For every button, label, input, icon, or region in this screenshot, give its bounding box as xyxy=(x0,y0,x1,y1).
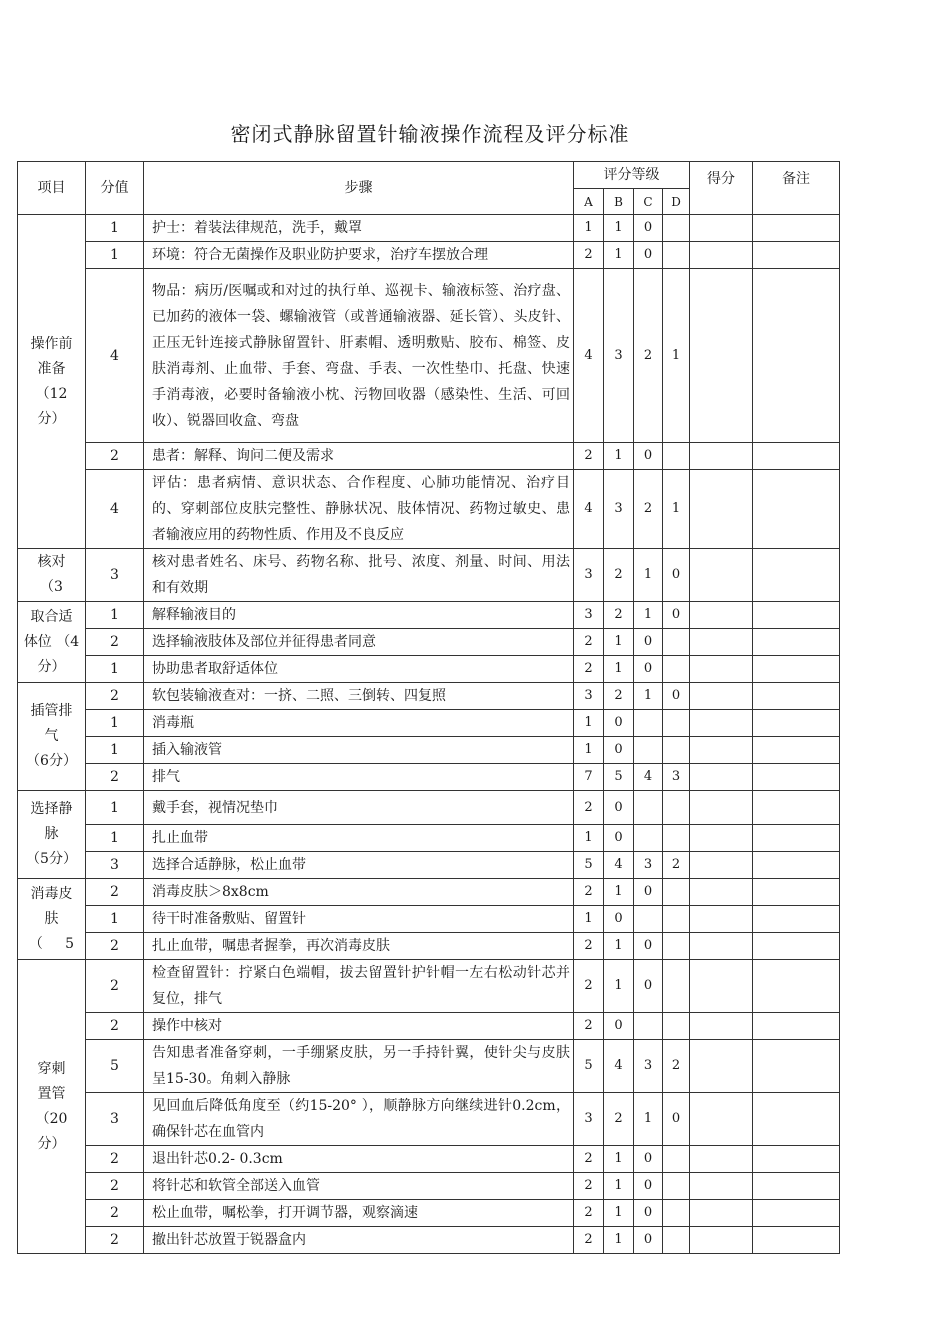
grade-cell-c: 0 xyxy=(634,960,663,1013)
category-cell xyxy=(18,683,86,791)
table-row xyxy=(18,960,840,1013)
grade-cell-a: 2 xyxy=(574,1227,604,1254)
grade-cell-b: 0 xyxy=(604,737,634,764)
remarks-cell[interactable] xyxy=(753,1093,840,1146)
score-cell: 4 xyxy=(86,269,144,443)
grade-cell-a: 2 xyxy=(574,1146,604,1173)
step-cell: 患者：解释、询问二便及需求 xyxy=(144,443,574,470)
table-row xyxy=(18,791,840,825)
obtained-score-cell[interactable] xyxy=(690,933,753,960)
grade-cell-c: 0 xyxy=(634,1146,663,1173)
grade-cell-c: 1 xyxy=(634,683,663,710)
category-label-line: （3 xyxy=(40,579,63,595)
category-label-line: （12 xyxy=(35,385,68,402)
table-row xyxy=(18,825,840,852)
grade-cell-c: 0 xyxy=(634,879,663,906)
grade-cell-b: 2 xyxy=(604,549,634,602)
grade-cell-d xyxy=(663,656,690,683)
step-cell: 消毒皮肤＞8x8cm xyxy=(144,879,574,906)
table-row xyxy=(18,215,840,242)
category-label-line: 选择静 xyxy=(30,801,73,817)
grade-cell-c xyxy=(634,1013,663,1040)
remarks-cell[interactable] xyxy=(753,242,840,269)
grade-cell-a: 3 xyxy=(574,602,604,629)
obtained-score-cell[interactable] xyxy=(690,629,753,656)
grade-cell-c: 0 xyxy=(634,1227,663,1254)
grade-cell-c: 3 xyxy=(634,1040,663,1093)
table-row xyxy=(18,879,840,906)
category-label-line: （5分） xyxy=(26,851,77,867)
obtained-score-cell[interactable] xyxy=(690,1173,753,1200)
grade-cell-b: 1 xyxy=(604,1173,634,1200)
score-cell: 2 xyxy=(86,1173,144,1200)
obtained-score-cell[interactable] xyxy=(690,1013,753,1040)
remarks-cell[interactable] xyxy=(753,960,840,1013)
remarks-cell[interactable] xyxy=(753,1146,840,1173)
grade-cell-b: 4 xyxy=(604,852,634,879)
grade-cell-a: 5 xyxy=(574,1040,604,1093)
obtained-score-cell[interactable] xyxy=(690,242,753,269)
grade-cell-c: 0 xyxy=(634,242,663,269)
step-cell: 扎止血带 xyxy=(144,825,574,852)
category-cell xyxy=(18,791,86,879)
grade-cell-d xyxy=(663,879,690,906)
grade-cell-b: 3 xyxy=(604,269,634,443)
grade-cell-d: 1 xyxy=(663,269,690,443)
grade-cell-c: 0 xyxy=(634,1173,663,1200)
table-body xyxy=(18,215,840,1254)
obtained-score-cell[interactable] xyxy=(690,710,753,737)
table-row xyxy=(18,242,840,269)
score-cell: 1 xyxy=(86,791,144,825)
score-cell: 3 xyxy=(86,1093,144,1146)
score-cell: 2 xyxy=(86,443,144,470)
category-cell xyxy=(18,549,86,602)
category-label-line: 取合适 xyxy=(30,608,73,625)
table-row xyxy=(18,1200,840,1227)
grade-cell-c xyxy=(634,825,663,852)
grade-cell-d xyxy=(663,710,690,737)
grade-cell-d xyxy=(663,443,690,470)
grade-cell-a: 1 xyxy=(574,215,604,242)
grade-cell-c: 2 xyxy=(634,470,663,549)
grade-cell-c xyxy=(634,906,663,933)
grade-cell-b: 2 xyxy=(604,1093,634,1146)
remarks-cell[interactable] xyxy=(753,852,840,879)
grade-cell-c xyxy=(634,737,663,764)
score-cell: 2 xyxy=(86,879,144,906)
score-cell: 1 xyxy=(86,906,144,933)
score-cell: 1 xyxy=(86,242,144,269)
table-row xyxy=(18,443,840,470)
remarks-cell[interactable] xyxy=(753,1173,840,1200)
grade-cell-a: 3 xyxy=(574,549,604,602)
header-item: 项目 xyxy=(18,162,86,215)
grade-cell-c: 1 xyxy=(634,602,663,629)
table-row xyxy=(18,629,840,656)
step-cell: 退出针芯0.2- 0.3cm xyxy=(144,1146,574,1173)
grade-cell-a: 5 xyxy=(574,852,604,879)
grade-cell-a: 2 xyxy=(574,933,604,960)
score-cell: 2 xyxy=(86,1227,144,1254)
grade-cell-d xyxy=(663,933,690,960)
score-cell: 1 xyxy=(86,656,144,683)
step-cell: 告知患者准备穿刺，一手绷紧皮肤，另一手持针翼，使针尖与皮肤呈15-30。角刺入静脉 xyxy=(144,1040,574,1093)
step-cell: 选择输液肢体及部位并征得患者同意 xyxy=(144,629,574,656)
remarks-cell[interactable] xyxy=(753,825,840,852)
grade-cell-d xyxy=(663,1013,690,1040)
grade-cell-c: 0 xyxy=(634,629,663,656)
grade-cell-d xyxy=(663,215,690,242)
remarks-cell[interactable] xyxy=(753,629,840,656)
grade-cell-a: 3 xyxy=(574,1093,604,1146)
remarks-cell[interactable] xyxy=(753,791,840,825)
grade-cell-b: 1 xyxy=(604,960,634,1013)
grade-cell-c: 0 xyxy=(634,215,663,242)
category-label-line: 操作前 xyxy=(30,335,73,352)
remarks-cell[interactable] xyxy=(753,1227,840,1254)
grade-cell-d xyxy=(663,242,690,269)
header-score: 分值 xyxy=(86,162,144,215)
table-row xyxy=(18,933,840,960)
grade-cell-d: 0 xyxy=(663,683,690,710)
step-cell: 检查留置针：拧紧白色端帽，拔去留置针护针帽一左右松动针芯并复位，排气 xyxy=(144,960,574,1013)
category-label-line: 准备 xyxy=(37,360,66,377)
grade-cell-b: 1 xyxy=(604,215,634,242)
obtained-score-cell[interactable] xyxy=(690,269,753,443)
grade-cell-a: 2 xyxy=(574,629,604,656)
table-row xyxy=(18,1227,840,1254)
grade-cell-a: 2 xyxy=(574,1200,604,1227)
grade-cell-b: 4 xyxy=(604,1040,634,1093)
category-label-line: （20 xyxy=(35,1110,68,1127)
obtained-score-cell[interactable] xyxy=(690,960,753,1013)
grade-cell-a: 2 xyxy=(574,242,604,269)
remarks-cell[interactable] xyxy=(753,215,840,242)
grade-cell-b: 1 xyxy=(604,1227,634,1254)
grade-cell-d xyxy=(663,1146,690,1173)
step-cell: 物品：病历/医嘱或和对过的执行单、巡视卡、输液标签、治疗盘、已加药的液体一袋、螺输液管（或普通输液器、延长管）、头皮针、正压无针连接式静脉留置针、肝素帽、透明敷贴、胶布、棉签、皮肤消毒剂、止血带、手套、弯盘、手表、一次性垫巾、托盘、快速手消毒液，必要时备输液小枕、污物回收器（感染性、生活、可回收）、锐器回收盒、弯盘 xyxy=(144,269,574,443)
obtained-score-cell[interactable] xyxy=(690,906,753,933)
score-cell: 2 xyxy=(86,960,144,1013)
header-steps: 步骤 xyxy=(144,162,574,215)
grade-cell-d xyxy=(663,960,690,1013)
table-row xyxy=(18,852,840,879)
grade-cell-a: 2 xyxy=(574,960,604,1013)
category-label-line: 脉 xyxy=(44,826,59,842)
obtained-score-cell[interactable] xyxy=(690,1040,753,1093)
category-label-line: 置管 xyxy=(37,1085,66,1102)
step-cell: 待干时准备敷贴、留置针 xyxy=(144,906,574,933)
score-cell: 2 xyxy=(86,933,144,960)
category-label-line: 分） xyxy=(37,1135,66,1152)
score-cell: 1 xyxy=(86,737,144,764)
grade-cell-b: 0 xyxy=(604,1013,634,1040)
obtained-score-cell[interactable] xyxy=(690,656,753,683)
remarks-cell[interactable] xyxy=(753,906,840,933)
remarks-cell[interactable] xyxy=(753,1200,840,1227)
step-cell: 软包装输液查对：一挤、二照、三倒转、四复照 xyxy=(144,683,574,710)
table-row xyxy=(18,470,840,549)
grade-cell-d xyxy=(663,1200,690,1227)
score-cell: 1 xyxy=(86,215,144,242)
obtained-score-cell[interactable] xyxy=(690,737,753,764)
grade-cell-b: 3 xyxy=(604,470,634,549)
step-cell: 撤出针芯放置于锐器盒内 xyxy=(144,1227,574,1254)
score-cell: 1 xyxy=(86,602,144,629)
remarks-cell[interactable] xyxy=(753,443,840,470)
header-grade-a: A xyxy=(574,189,604,215)
grade-cell-b: 2 xyxy=(604,683,634,710)
grade-cell-b: 1 xyxy=(604,933,634,960)
grade-cell-c: 0 xyxy=(634,1200,663,1227)
grade-cell-d: 0 xyxy=(663,602,690,629)
grade-cell-a: 1 xyxy=(574,710,604,737)
obtained-score-cell[interactable] xyxy=(690,215,753,242)
grade-cell-b: 5 xyxy=(604,764,634,791)
grade-cell-a: 1 xyxy=(574,825,604,852)
header-grade-level: 评分等级 xyxy=(574,162,690,189)
grade-cell-b: 1 xyxy=(604,879,634,906)
remarks-cell[interactable] xyxy=(753,549,840,602)
grade-cell-d xyxy=(663,906,690,933)
score-cell: 2 xyxy=(86,1200,144,1227)
table-row xyxy=(18,269,840,443)
step-cell: 评估：患者病情、意识状态、合作程度、心肺功能情况、治疗目的、穿刺部位皮肤完整性、静脉状况、肢体情况、药物过敏史、患者输液应用的药物性质、作用及不良反应 xyxy=(144,470,574,549)
obtained-score-cell[interactable] xyxy=(690,1146,753,1173)
remarks-cell[interactable] xyxy=(753,737,840,764)
grade-cell-d: 0 xyxy=(663,549,690,602)
grade-cell-a: 2 xyxy=(574,1173,604,1200)
step-cell: 护士：着装法律规范，洗手，戴罩 xyxy=(144,215,574,242)
grade-cell-a: 3 xyxy=(574,683,604,710)
obtained-score-cell[interactable] xyxy=(690,764,753,791)
score-cell: 1 xyxy=(86,710,144,737)
grade-cell-a: 2 xyxy=(574,656,604,683)
grade-cell-a: 4 xyxy=(574,269,604,443)
score-cell: 2 xyxy=(86,683,144,710)
table-row xyxy=(18,683,840,710)
grade-cell-d xyxy=(663,1173,690,1200)
grade-cell-b: 1 xyxy=(604,656,634,683)
grade-cell-c: 4 xyxy=(634,764,663,791)
remarks-cell[interactable] xyxy=(753,1013,840,1040)
grade-cell-d: 2 xyxy=(663,1040,690,1093)
score-cell: 2 xyxy=(86,764,144,791)
category-label-line: 核对 xyxy=(37,554,66,570)
remarks-cell[interactable] xyxy=(753,656,840,683)
grade-cell-d xyxy=(663,737,690,764)
obtained-score-cell[interactable] xyxy=(690,825,753,852)
remarks-cell[interactable] xyxy=(753,1040,840,1093)
score-cell: 2 xyxy=(86,629,144,656)
grade-cell-c: 3 xyxy=(634,852,663,879)
grade-cell-d: 1 xyxy=(663,470,690,549)
step-cell: 环境：符合无菌操作及职业防护要求，治疗车摆放合理 xyxy=(144,242,574,269)
category-label-line: 消毒皮 xyxy=(30,885,73,902)
score-cell: 5 xyxy=(86,1040,144,1093)
grade-cell-a: 1 xyxy=(574,906,604,933)
category-cell xyxy=(18,602,86,683)
score-cell: 2 xyxy=(86,1146,144,1173)
category-label-line: 分） xyxy=(37,410,66,427)
category-cell xyxy=(18,879,86,960)
category-cell xyxy=(18,215,86,549)
grade-cell-d xyxy=(663,1227,690,1254)
step-cell: 将针芯和软管全部送入血管 xyxy=(144,1173,574,1200)
step-cell: 戴手套，视情况垫巾 xyxy=(144,791,574,825)
table-row xyxy=(18,1040,840,1093)
step-cell: 松止血带，嘱松拳，打开调节器，观察滴速 xyxy=(144,1200,574,1227)
grade-cell-a: 1 xyxy=(574,737,604,764)
table-row xyxy=(18,1173,840,1200)
scoring-table xyxy=(17,161,840,1254)
grade-cell-d: 2 xyxy=(663,852,690,879)
step-cell: 操作中核对 xyxy=(144,1013,574,1040)
table-row xyxy=(18,1013,840,1040)
obtained-score-cell[interactable] xyxy=(690,683,753,710)
grade-cell-c: 2 xyxy=(634,269,663,443)
grade-cell-d: 3 xyxy=(663,764,690,791)
header-grade-c: C xyxy=(634,189,663,215)
table-row xyxy=(18,602,840,629)
category-label-line: （ 5 xyxy=(28,935,75,952)
grade-cell-b: 2 xyxy=(604,602,634,629)
remarks-cell[interactable] xyxy=(753,764,840,791)
grade-cell-d xyxy=(663,791,690,825)
grade-cell-d: 0 xyxy=(663,1093,690,1146)
score-cell: 4 xyxy=(86,470,144,549)
table-row xyxy=(18,906,840,933)
step-cell: 扎止血带，嘱患者握拳，再次消毒皮肤 xyxy=(144,933,574,960)
grade-cell-a: 2 xyxy=(574,443,604,470)
score-cell: 3 xyxy=(86,852,144,879)
grade-cell-b: 0 xyxy=(604,825,634,852)
remarks-cell[interactable] xyxy=(753,683,840,710)
score-cell: 2 xyxy=(86,1013,144,1040)
step-cell: 解释输液目的 xyxy=(144,602,574,629)
grade-cell-b: 1 xyxy=(604,443,634,470)
category-label-line: （6分） xyxy=(26,753,77,769)
step-cell: 选择合适静脉，松止血带 xyxy=(144,852,574,879)
obtained-score-cell[interactable] xyxy=(690,443,753,470)
obtained-score-cell[interactable] xyxy=(690,879,753,906)
obtained-score-cell[interactable] xyxy=(690,791,753,825)
step-cell: 核对患者姓名、床号、药物名称、批号、浓度、剂量、时间、用法和有效期 xyxy=(144,549,574,602)
obtained-score-cell[interactable] xyxy=(690,602,753,629)
table-row xyxy=(18,737,840,764)
grade-cell-b: 0 xyxy=(604,791,634,825)
remarks-cell[interactable] xyxy=(753,710,840,737)
grade-cell-d xyxy=(663,629,690,656)
category-label-line: 体位 （4 xyxy=(23,633,80,650)
obtained-score-cell[interactable] xyxy=(690,549,753,602)
table-row xyxy=(18,710,840,737)
remarks-cell[interactable] xyxy=(753,269,840,443)
grade-cell-c: 0 xyxy=(634,443,663,470)
step-cell: 协助患者取舒适体位 xyxy=(144,656,574,683)
grade-cell-a: 2 xyxy=(574,879,604,906)
table-row xyxy=(18,1146,840,1173)
remarks-cell[interactable] xyxy=(753,933,840,960)
obtained-score-cell[interactable] xyxy=(690,1200,753,1227)
category-label-line: 肤 xyxy=(44,910,59,927)
header-grade-d: D xyxy=(663,189,690,215)
page-title: 密闭式静脉留置针输液操作流程及评分标准 xyxy=(230,122,630,146)
header-grade-b: B xyxy=(604,189,634,215)
step-cell: 消毒瓶 xyxy=(144,710,574,737)
score-cell: 3 xyxy=(86,549,144,602)
remarks-cell[interactable] xyxy=(753,879,840,906)
obtained-score-cell[interactable] xyxy=(690,1227,753,1254)
grade-cell-b: 1 xyxy=(604,242,634,269)
step-cell: 插入输液管 xyxy=(144,737,574,764)
grade-cell-c xyxy=(634,710,663,737)
grade-cell-a: 7 xyxy=(574,764,604,791)
step-cell: 见回血后降低角度至（约15-20° ），顺静脉方向继续进针0.2cm，确保针芯在血管内 xyxy=(144,1093,574,1146)
grade-cell-c xyxy=(634,791,663,825)
header-remarks: 备注 xyxy=(753,162,840,215)
grade-cell-c: 0 xyxy=(634,656,663,683)
grade-cell-a: 4 xyxy=(574,470,604,549)
grade-cell-d xyxy=(663,825,690,852)
grade-cell-c: 1 xyxy=(634,549,663,602)
obtained-score-cell[interactable] xyxy=(690,852,753,879)
step-cell: 排气 xyxy=(144,764,574,791)
score-cell: 1 xyxy=(86,825,144,852)
category-label-line: 气 xyxy=(44,728,59,744)
table-row xyxy=(18,656,840,683)
grade-cell-c: 0 xyxy=(634,933,663,960)
table-row xyxy=(18,549,840,602)
obtained-score-cell[interactable] xyxy=(690,470,753,549)
table-row xyxy=(18,1093,840,1146)
category-label-line: 分） xyxy=(37,658,66,675)
grade-cell-a: 2 xyxy=(574,791,604,825)
category-label-line: 插管排 xyxy=(30,703,73,719)
table-row xyxy=(18,764,840,791)
grade-cell-b: 1 xyxy=(604,1146,634,1173)
grade-cell-a: 2 xyxy=(574,1013,604,1040)
category-cell xyxy=(18,960,86,1254)
grade-cell-b: 1 xyxy=(604,629,634,656)
remarks-cell[interactable] xyxy=(753,602,840,629)
grade-cell-b: 0 xyxy=(604,710,634,737)
grade-cell-b: 0 xyxy=(604,906,634,933)
category-label-line: 穿刺 xyxy=(37,1060,66,1077)
grade-cell-b: 1 xyxy=(604,1200,634,1227)
remarks-cell[interactable] xyxy=(753,470,840,549)
obtained-score-cell[interactable] xyxy=(690,1093,753,1146)
header-obtained: 得分 xyxy=(690,162,753,215)
grade-cell-c: 1 xyxy=(634,1093,663,1146)
